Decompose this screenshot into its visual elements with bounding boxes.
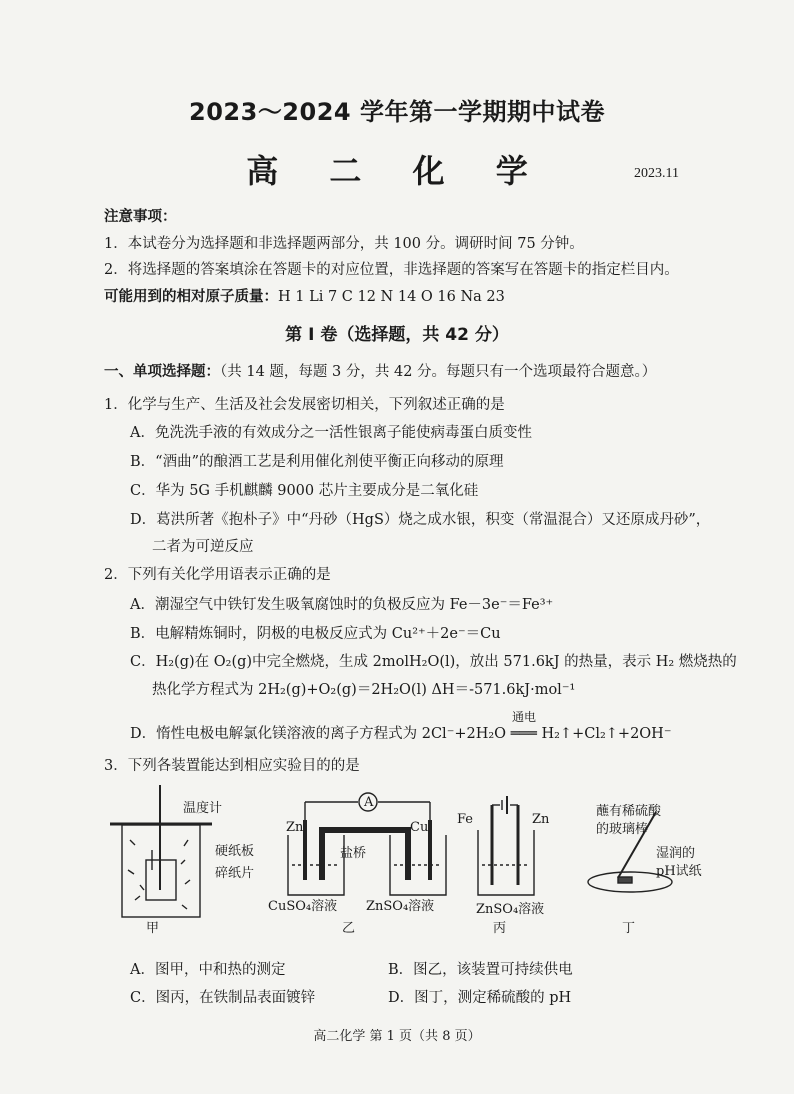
fig-yi-cu-label: Cu [410, 820, 429, 835]
q1-option-d-cont: 二者为可逆反应 [152, 539, 254, 555]
fig-yi-meter-label: A [364, 795, 374, 810]
q3-option-c: C．图丙，在铁制品表面镀锌 [130, 990, 316, 1006]
part1-heading-line [104, 360, 656, 381]
fig-bing-solution: ZnSO₄溶液 [476, 902, 545, 917]
notice-heading: 注意事项： [104, 209, 177, 225]
fig-jia-thermometer-label: 温度计 [183, 801, 223, 816]
q2-option-b: B．电解精炼铜时，阴极的电极反应式为 Cu²⁺＋2e⁻＝Cu [130, 626, 501, 642]
notice-item-1: 1．本试卷分为选择题和非选择题两部分，共 100 分。调研时间 75 分钟。 [104, 236, 584, 252]
q1-option-b: B．“酒曲”的酿酒工艺是利用催化剂使平衡正向移动的原理 [130, 454, 504, 470]
fig-bing-plating-cell [478, 796, 534, 895]
fig-jia-name: 甲 [146, 921, 160, 936]
atomic-mass-values: H 1 Li 7 C 12 N 14 O 16 Na 23 [278, 289, 505, 305]
exam-date: 2023.11 [634, 166, 679, 181]
exam-title: 2023～2024 学年第一学期期中试卷 [189, 98, 605, 126]
fig-yi-bridge-label: 盐桥 [340, 846, 367, 861]
q1-option-d: D．葛洪所著《抱朴子》中“丹砂（HgS）烧之成水银，积变（常温混合）又还原成丹砂”， [130, 512, 711, 528]
fig-ding-paper-label-2: pH试纸 [656, 864, 702, 879]
page-footer: 高二化学 第 1 页（共 8 页） [313, 1029, 481, 1044]
fig-bing-name: 丙 [493, 921, 507, 936]
q1-stem: 1．化学与生产、生活及社会发展密切相关，下列叙述正确的是 [104, 397, 505, 413]
q3-option-d: D．图丁，测定稀硫酸的 pH [388, 990, 572, 1006]
q1-option-c: C．华为 5G 手机麒麟 9000 芯片主要成分是二氧化硅 [130, 483, 479, 499]
fig-ding-paper-label-1: 湿润的 [656, 846, 696, 861]
fig-bing-fe-label: Fe [457, 812, 474, 827]
q1-option-a: A．免洗洗手液的有效成分之一活性银离子能使病毒蛋白质变性 [130, 425, 532, 441]
q3-option-b: B．图乙，该装置可持续供电 [388, 962, 573, 978]
q2-stem: 2．下列有关化学用语表示正确的是 [104, 567, 331, 583]
subject-title: 高 二 化 学 [246, 152, 548, 190]
fig-jia-board-label: 硬纸板 [215, 844, 255, 859]
atomic-mass-line [104, 285, 505, 306]
q3-option-a: A．图甲，中和热的测定 [130, 962, 286, 978]
atomic-mass-label: 可能用到的相对原子质量： [104, 289, 278, 305]
fig-yi-name: 乙 [342, 921, 356, 936]
fig-ding-rod-label-2: 的玻璃棒 [596, 822, 649, 837]
fig-ding-rod-label-1: 蘸有稀硫酸 [596, 804, 662, 819]
q2-option-d: D．惰性电极电解氯化镁溶液的离子方程式为 2Cl⁻+2H₂O ═══ H₂↑+Cl₂↑+2OH⁻ [130, 726, 672, 742]
q2-option-d-condition: 通电 [512, 710, 537, 724]
fig-bing-zn-label: Zn [532, 812, 550, 827]
q2-option-c: C．H₂(g)在 O₂(g)中完全燃烧，生成 2molH₂O(l)，放出 571.6kJ 的热量，表示 H₂ 燃烧热的 [130, 654, 737, 670]
section-title: 第 I 卷（选择题，共 42 分） [285, 325, 509, 345]
part1-note: （共 14 题，每题 3 分，共 42 分。每题只有一个选项最符合题意。） [220, 364, 657, 380]
fig-yi-right-solution: ZnSO₄溶液 [366, 899, 435, 914]
notice-item-2: 2．将选择题的答案填涂在答题卡的对应位置，非选择题的答案写在答题卡的指定栏目内。 [104, 262, 679, 278]
part1-heading: 一、单项选择题： [104, 364, 220, 380]
fig-jia-paper-label: 碎纸片 [215, 866, 255, 881]
fig-ding-name: 丁 [622, 921, 636, 936]
q3-stem: 3．下列各装置能达到相应实验目的的是 [104, 758, 360, 774]
q2-option-a: A．潮湿空气中铁钉发生吸氧腐蚀时的负极反应为 Fe－3e⁻＝Fe³⁺ [130, 597, 554, 613]
fig-yi-zn-label: Zn [286, 820, 304, 835]
fig-yi-left-solution: CuSO₄溶液 [268, 899, 338, 914]
q2-option-c-cont: 热化学方程式为 2H₂(g)+O₂(g)＝2H₂O(l) ΔH＝-571.6kJ·mol⁻¹ [152, 682, 576, 698]
